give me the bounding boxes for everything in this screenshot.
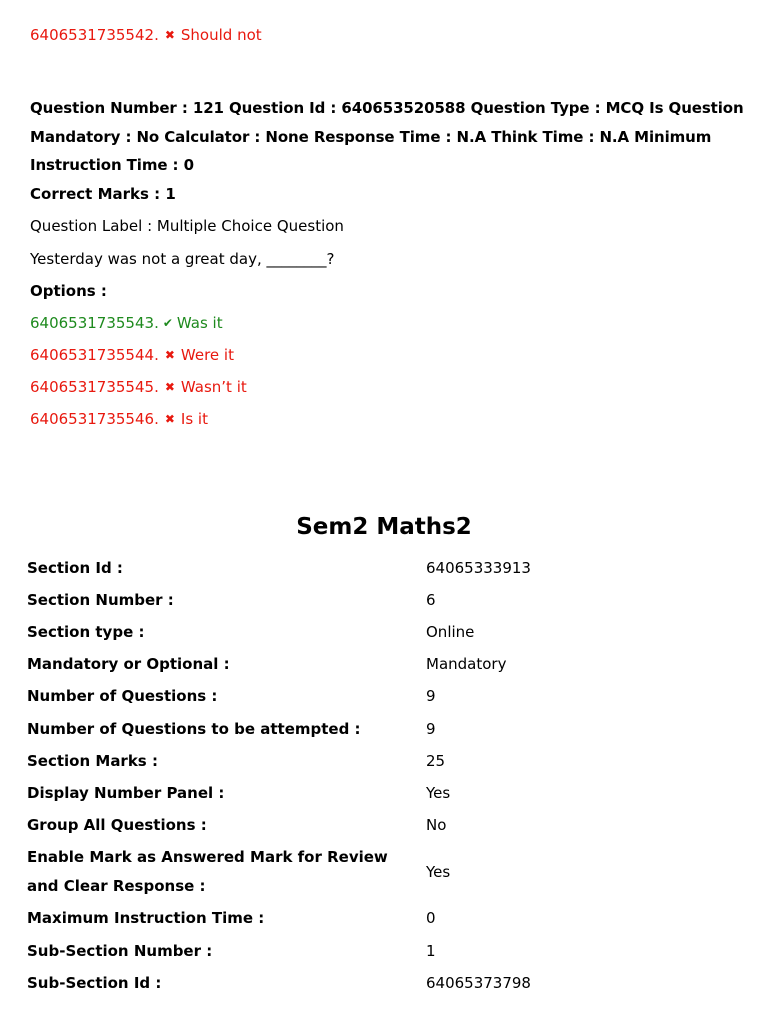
cross-icon: ✖ xyxy=(164,380,175,394)
cross-icon: ✖ xyxy=(164,412,175,426)
cross-icon: ✖ xyxy=(164,348,175,362)
table-row xyxy=(27,681,727,713)
row-label: Section Id : xyxy=(27,558,123,577)
table-row xyxy=(27,649,727,681)
row-value: No xyxy=(426,816,447,835)
option-id: 6406531735542. xyxy=(30,26,159,44)
row-value: 1 xyxy=(426,941,436,960)
option-item xyxy=(30,313,223,333)
option-item xyxy=(30,409,208,429)
row-label: Enable Mark as Answered Mark for Review and Clear Response : xyxy=(27,848,388,896)
row-value: 64065333913 xyxy=(426,558,531,577)
check-icon: ✔ xyxy=(162,316,173,330)
options-label: Options : xyxy=(30,282,107,300)
section-details-table xyxy=(27,552,727,999)
option-text: Wasn’t it xyxy=(180,378,247,396)
row-label: Number of Questions : xyxy=(27,687,218,706)
row-label: Display Number Panel : xyxy=(27,783,225,802)
row-value: 0 xyxy=(426,909,436,928)
question-text: Yesterday was not a great day, ________? xyxy=(30,250,335,268)
row-value: 6 xyxy=(426,590,436,609)
row-label: Number of Questions to be attempted : xyxy=(27,719,361,738)
section-title: Sem2 Maths2 xyxy=(296,514,472,540)
option-text: Is it xyxy=(180,410,208,428)
table-row xyxy=(27,745,727,777)
option-text: Should not xyxy=(180,26,262,44)
row-value: 9 xyxy=(426,719,436,738)
table-row xyxy=(27,713,727,745)
table-row xyxy=(27,842,727,903)
row-value: Yes xyxy=(426,862,451,881)
correct-marks: Correct Marks : 1 xyxy=(30,185,176,203)
row-label: Section Number : xyxy=(27,590,174,609)
option-id: 6406531735546. xyxy=(30,410,159,428)
option-id: 6406531735544. xyxy=(30,346,159,364)
row-label: Section Marks : xyxy=(27,751,158,770)
row-value: Yes xyxy=(426,783,451,802)
row-value: Mandatory xyxy=(426,655,507,674)
row-label: Group All Questions : xyxy=(27,816,207,835)
option-id: 6406531735543. xyxy=(30,314,159,332)
option-id: 6406531735545. xyxy=(30,378,159,396)
option-text: Were it xyxy=(180,346,234,364)
option-item xyxy=(30,377,247,397)
row-label: Sub-Section Number : xyxy=(27,941,213,960)
table-row xyxy=(27,935,727,967)
row-value: Online xyxy=(426,622,475,641)
row-value: 9 xyxy=(426,687,436,706)
table-row xyxy=(27,903,727,935)
question-label: Question Label : Multiple Choice Question xyxy=(30,217,344,235)
table-row xyxy=(27,810,727,842)
previous-option-line xyxy=(30,25,262,45)
table-row xyxy=(27,552,727,584)
table-row xyxy=(27,777,727,809)
option-text: Was it xyxy=(176,314,223,332)
table-row xyxy=(27,584,727,616)
option-item xyxy=(30,345,234,365)
row-label: Mandatory or Optional : xyxy=(27,655,230,674)
row-label: Sub-Section Id : xyxy=(27,973,162,992)
row-value: 25 xyxy=(426,751,446,770)
table-row xyxy=(27,967,727,999)
question-header: Question Number : 121 Question Id : 640653520588 Question Type : MCQ Is Question Mandatory : No Calculator : None Response Time : N.A Think Time : N.A Minimum Instruction Time : 0 xyxy=(30,99,744,174)
table-row xyxy=(27,616,727,648)
row-label: Maximum Instruction Time : xyxy=(27,909,265,928)
cross-icon: ✖ xyxy=(164,28,175,42)
row-value: 64065373798 xyxy=(426,973,531,992)
row-label: Section type : xyxy=(27,622,145,641)
